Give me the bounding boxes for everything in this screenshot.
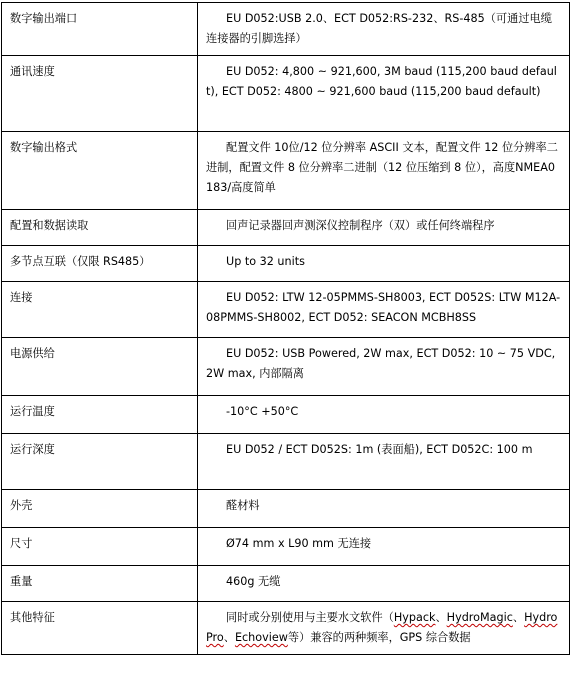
row-label: 重量: [2, 566, 198, 602]
row-value: Ø74 mm x L90 mm 无连接: [198, 528, 570, 566]
table-row: [2, 396, 570, 434]
row-label: 其他特征: [2, 602, 198, 655]
table-row: [2, 246, 570, 282]
row-value: 配置文件 10位/12 位分辨率 ASCII 文本，配置文件 12 位分辨率二进制，配置文件 8 位分辨率二进制（12 位压缩到 8 位），高度NMEA0183/高度简单: [198, 132, 570, 210]
row-label: 连接: [2, 282, 198, 338]
row-label: 运行深度: [2, 434, 198, 490]
software-name: Echoview: [234, 631, 288, 644]
row-label: 通讯速度: [2, 56, 198, 132]
table-row: [2, 602, 570, 655]
spec-table: [1, 2, 570, 655]
row-value: Up to 32 units: [198, 246, 570, 282]
table-row: [2, 434, 570, 490]
row-value: 回声记录器回声测深仪控制程序（双）或任何终端程序: [198, 210, 570, 246]
row-label: 数字输出格式: [2, 132, 198, 210]
row-label: 多节点互联（仅限 RS485）: [2, 246, 198, 282]
row-label: 尺寸: [2, 528, 198, 566]
software-name: HydroMagic: [446, 611, 513, 624]
row-label: 配置和数据读取: [2, 210, 198, 246]
row-value: EU D052: LTW 12-05PMMS-SH8003, ECT D052S: LTW M12A-08PMMS-SH8002, ECT D052: SEACON MCBH8SS: [198, 282, 570, 338]
table-row: [2, 338, 570, 396]
table-row: [2, 528, 570, 566]
row-value: EU D052:USB 2.0、ECT D052:RS-232、RS-485（可通过电缆连接器的引脚选择）: [198, 3, 570, 56]
row-label: 电源供给: [2, 338, 198, 396]
software-name: HydroPro: [206, 611, 558, 644]
row-label: 数字输出端口: [2, 3, 198, 56]
table-row: [2, 566, 570, 602]
table-row: [2, 490, 570, 528]
software-name: Hypack: [393, 611, 436, 624]
table-row: [2, 3, 570, 56]
table-row: [2, 56, 570, 132]
row-value: -10°C +50°C: [198, 396, 570, 434]
row-value: EU D052 / ECT D052S: 1m (表面船), ECT D052C: 100 m: [198, 434, 570, 490]
row-value: 460g 无缆: [198, 566, 570, 602]
table-row: [2, 282, 570, 338]
row-value: 同时或分别使用与主要水文软件（Hypack、HydroMagic、HydroPro、Echoview等）兼容的两种频率，GPS 综合数据: [198, 602, 570, 655]
row-value: EU D052: 4,800 ~ 921,600, 3M baud (115,200 baud default), ECT D052: 4800 ~ 921,600 baud (115,200 baud default): [198, 56, 570, 132]
row-value: EU D052: USB Powered, 2W max, ECT D052: 10 ~ 75 VDC, 2W max, 内部隔离: [198, 338, 570, 396]
table-row: [2, 210, 570, 246]
row-label: 运行温度: [2, 396, 198, 434]
table-row: [2, 132, 570, 210]
row-label: 外壳: [2, 490, 198, 528]
row-value: 醛材料: [198, 490, 570, 528]
